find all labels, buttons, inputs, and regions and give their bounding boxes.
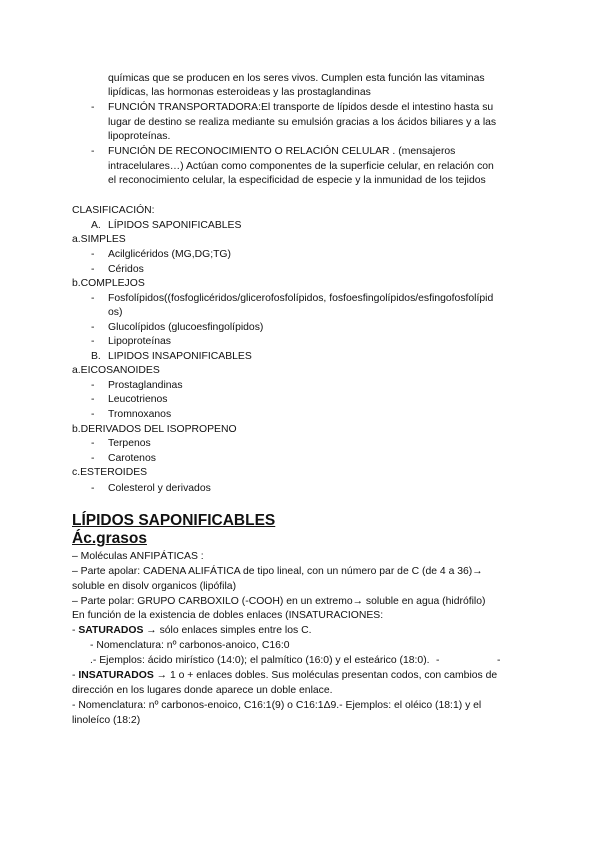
body-line: .- Ejemplos: ácido mirístico (14:0); el palmítico (16:0) y el esteárico (18:0). [90,655,430,666]
body-line: linoleíco (18:2) [72,715,141,726]
trailing-dash: - [497,655,501,666]
transport-function-line-3: lipoproteínas. [108,131,171,142]
insaturados-line [72,669,497,683]
simples-heading: a.SIMPLES [72,234,126,245]
bullet-dash: - [91,249,95,260]
transport-function-line-1: FUNCIÓN TRANSPORTADORA:El transporte de lípidos desde el intestino hasta su [108,102,494,113]
list-item: Céridos [108,264,144,275]
body-line: – Moléculas ANFIPÁTICAS : [72,551,204,562]
list-item: Fosfolípidos((fosfoglicéridos/glicerofosfolípidos, fosfoesfingolípidos/esfingofosfolípid [108,293,494,304]
group-b-title: LIPIDOS INSAPONIFICABLES [108,351,252,362]
insaturados-term: INSATURADOS [78,670,154,681]
body-line: - Nomenclatura: nº carbonos-anoico, C16:0 [90,640,290,651]
group-a-label: A. [91,220,101,231]
trailing-dash: - [436,655,440,666]
saturados-term: SATURADOS [78,625,144,636]
intro-continuation-line-2: lipídicas, las hormonas esteroideas y las prostaglandinas [108,87,371,98]
insaturados-prefix: - [72,670,79,681]
list-item: Tromnoxanos [108,409,172,420]
bullet-dash: - [91,394,95,405]
isopreno-heading: b.DERIVADOS DEL ISOPROPENO [72,424,237,435]
classification-title: CLASIFICACIÓN: [72,205,155,216]
bullet-dash: - [91,293,95,304]
complejos-heading: b.COMPLEJOS [72,278,145,289]
section-subtitle: Ác.grasos [72,530,147,547]
list-item: Terpenos [108,438,151,449]
bullet-dash: - [91,483,95,494]
bullet-dash: - [91,264,95,275]
bullet-dash: - [91,409,95,420]
insaturados-definition: → 1 o + enlaces dobles. Sus moléculas presentan codos, con cambios de [153,670,498,681]
bullet-dash: - [91,438,95,449]
esteroides-heading: c.ESTEROIDES [72,467,148,478]
group-b-label: B. [91,351,101,362]
body-line: – Parte polar: GRUPO CARBOXILO (-COOH) en un extremo→ soluble en agua (hidrófilo) [72,596,486,607]
list-item: Acilglicéridos (MG,DG;TG) [108,249,231,260]
bullet-dash: - [91,336,95,347]
recognition-function-line-1: FUNCIÓN DE RECONOCIMIENTO O RELACIÓN CELULAR . (mensajeros [108,146,456,157]
bullet-dash: - [91,102,95,113]
body-line: soluble en disolv organicos (lipófila) [72,581,237,592]
list-item: Leucotrienos [108,394,168,405]
bullet-dash: - [91,322,95,333]
recognition-function-line-2: intracelulares…) Actúan como componentes de la superficie celular, en relación con [108,161,494,172]
group-a-title: LÍPIDOS SAPONIFICABLES [108,220,242,231]
transport-function-line-2: lugar de destino se realiza mediante su emulsión gracias a los ácidos biliares y a las [108,117,497,128]
bullet-dash: - [91,146,95,157]
bullet-dash: - [91,453,95,464]
list-item: Carotenos [108,453,156,464]
saturados-definition: → sólo enlaces simples entre los C. [143,625,312,636]
eicosanoides-heading: a.EICOSANOIDES [72,365,160,376]
intro-continuation-line-1: químicas que se producen en los seres vivos. Cumplen esta función las vitaminas [108,73,485,84]
list-item: Colesterol y derivados [108,483,211,494]
section-title: LÍPIDOS SAPONIFICABLES [72,512,276,529]
list-item: Lipoproteínas [108,336,171,347]
list-item: Prostaglandinas [108,380,183,391]
list-item: Glucolípidos (glucoesfingolípidos) [108,322,264,333]
body-line: – Parte apolar: CADENA ALIFÁTICA de tipo lineal, con un número par de C (de 4 a 36)→ [72,566,483,577]
recognition-function-line-3: el reconocimiento celular, la especificidad de especie y la inmunidad de los tejidos [108,175,486,186]
body-line: - Nomenclatura: nº carbonos-enoico, C16:1(9) o C16:1Δ9.- Ejemplos: el oléico (18:1) y el [72,700,482,711]
list-item-continuation: os) [108,307,123,318]
bullet-dash: - [91,380,95,391]
body-line: En función de la existencia de dobles enlaces (INSATURACIONES: [72,610,384,621]
saturados-prefix: - [72,625,79,636]
saturados-line [72,624,311,638]
body-line: dirección en los lugares donde aparece un doble enlace. [72,685,333,696]
